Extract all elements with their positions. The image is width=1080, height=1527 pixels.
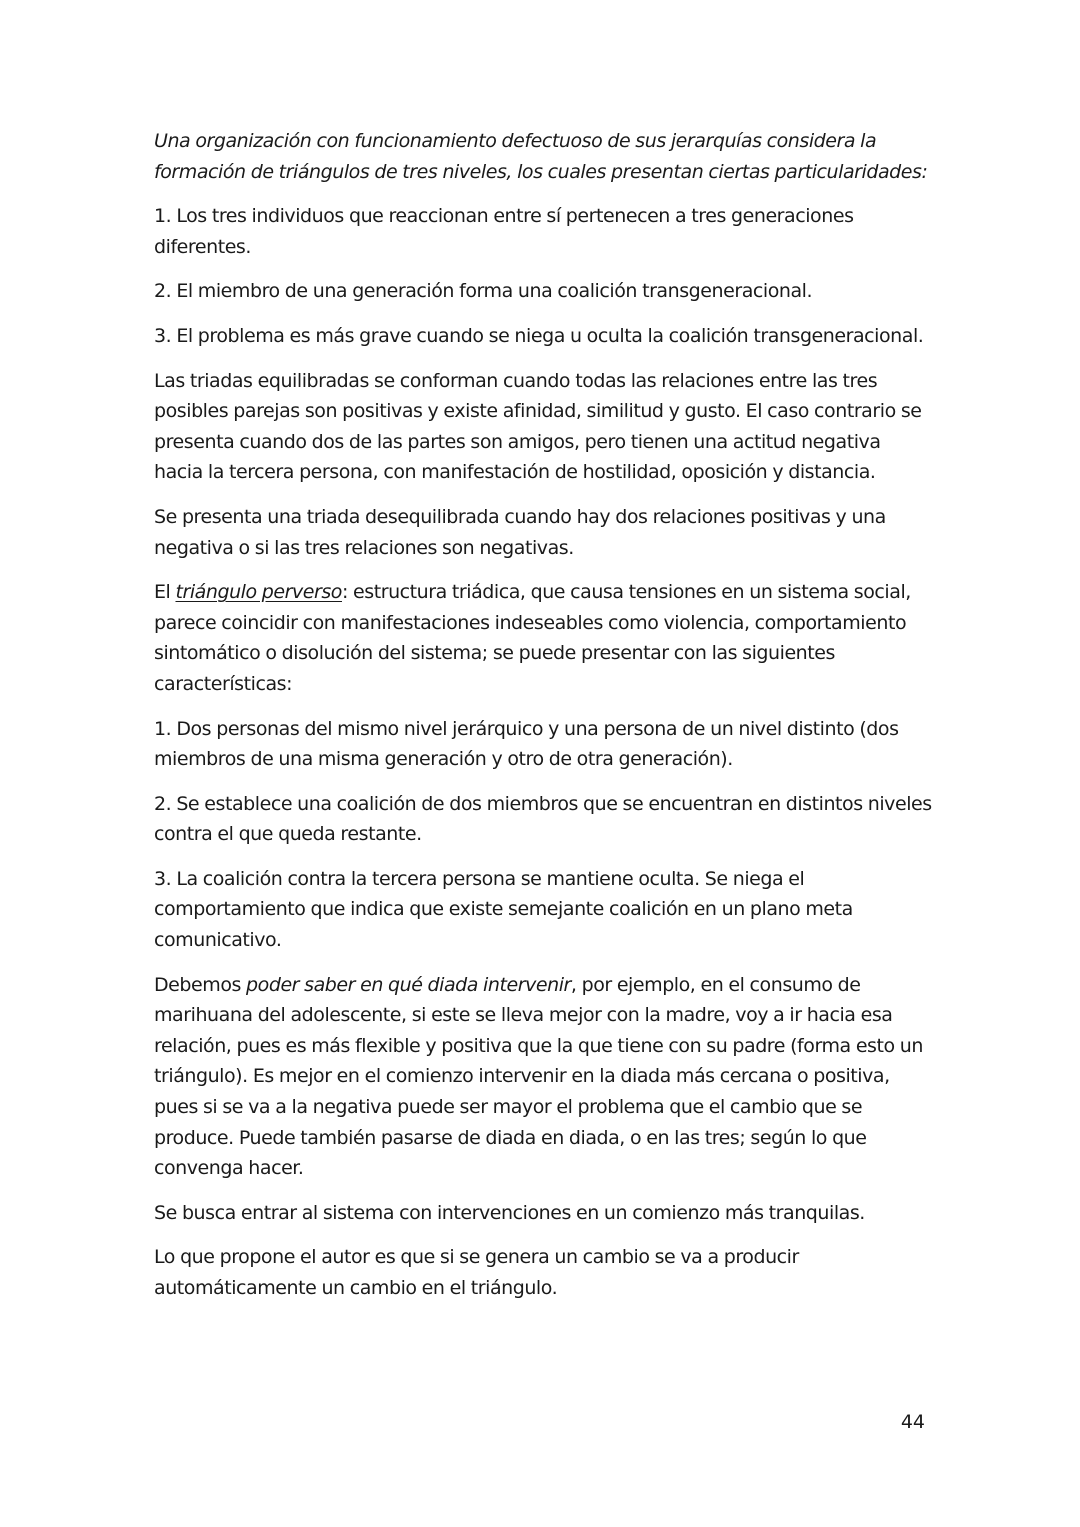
list-item: 2. Se establece una coalición de dos miembros que se encuentran en distintos niveles contra el que queda restante.	[154, 792, 932, 846]
paragraph-intervenciones: Se busca entrar al sistema con intervenciones en un comienzo más tranquilas.	[154, 1201, 865, 1224]
paragraph-prefix: Debemos	[154, 973, 247, 996]
term-triangulo-perverso: triángulo perverso	[175, 581, 342, 604]
list-item: 1. Los tres individuos que reaccionan entre sí pertenecen a tres generaciones diferentes.	[154, 205, 854, 258]
paragraph-rest: : estructura triádica, que causa tensiones en un sistema social, parece coincidir con manifestaciones indeseables como violencia, comportamiento sintomático o disolución del sistema; se puede presentar con las siguientes características:	[154, 581, 911, 695]
paragraph-intervenir	[154, 970, 934, 1184]
list-item: 3. El problema es más grave cuando se niega u oculta la coalición transgeneracional.	[154, 324, 924, 347]
paragraph-propuesta-autor: Lo que propone el autor es que si se genera un cambio se va a producir automáticamente un cambio en el triángulo.	[154, 1246, 799, 1299]
paragraph-triangulo-perverso	[154, 577, 934, 699]
intro-paragraph: Una organización con funcionamiento defectuoso de sus jerarquías considera la formación de triángulos de tres niveles, los cuales presentan ciertas particularidades:	[154, 130, 928, 183]
list-item: 3. La coalición contra la tercera persona se mantiene oculta. Se niega el comportamiento que indica que existe semejante coalición en un plano meta comunicativo.	[154, 867, 853, 952]
paragraph-prefix: El	[154, 581, 176, 604]
paragraph-rest: , por ejemplo, en el consumo de marihuana del adolescente, si este se lleva mejor con la madre, voy a ir hacia esa relación, pues es más flexible y positiva que la que tiene con su padre (forma esto un triángulo). Es mejor en el comienzo intervenir en la diada más cercana o positiva, pues si se va a la negativa puede ser mayor el problema que el cambio que se produce. Puede también pasarse de diada en diada, o en las tres; según lo que convenga hacer.	[154, 973, 923, 1180]
emphasis-diada: poder saber en qué diada intervenir	[246, 973, 571, 996]
paragraph-triada-desequilibrada: Se presenta una triada desequilibrada cuando hay dos relaciones positivas y una negativa o si las tres relaciones son negativas.	[154, 505, 886, 559]
list-item: 2. El miembro de una generación forma una coalición transgeneracional.	[154, 280, 813, 303]
document-body	[154, 126, 934, 1318]
paragraph-triadas-equilibradas: Las triadas equilibradas se conforman cuando todas las relaciones entre las tres posibles parejas son positivas y existe afinidad, similitud y gusto. El caso contrario se presenta cuando dos de las partes son amigos, pero tienen una actitud negativa hacia la tercera persona, con manifestación de hostilidad, oposición y distancia.	[154, 369, 922, 484]
page-number: 44	[900, 1411, 925, 1433]
list-item: 1. Dos personas del mismo nivel jerárquico y una persona de un nivel distinto (dos miembros de una misma generación y otro de otra generación).	[154, 717, 899, 771]
